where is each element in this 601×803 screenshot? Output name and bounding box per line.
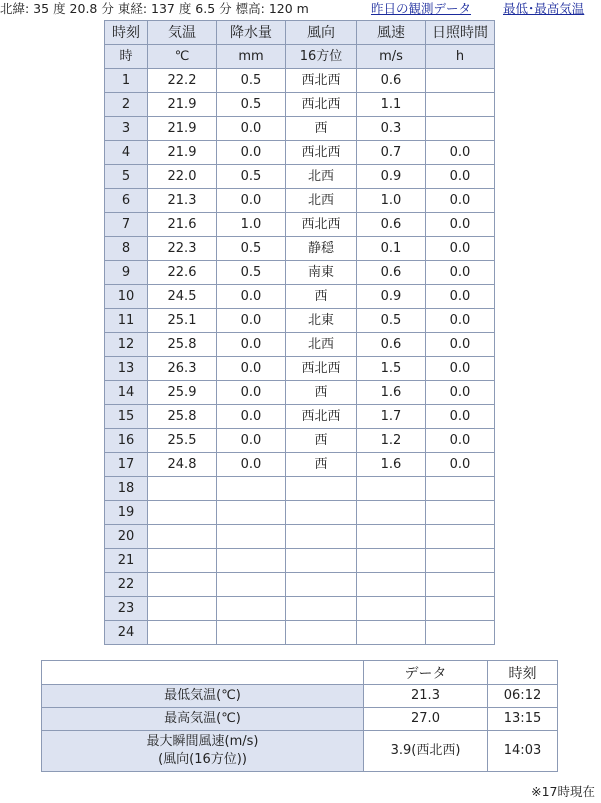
cell-hour: 9	[105, 261, 148, 285]
cell-precipitation	[217, 597, 286, 621]
cell-hour: 21	[105, 549, 148, 573]
cell-hour: 12	[105, 333, 148, 357]
cell-wind-speed: 1.1	[357, 93, 426, 117]
cell-hour: 19	[105, 501, 148, 525]
station-coordinates: 北緯: 35 度 20.8 分 東経: 137 度 6.5 分 標高: 120 m	[0, 1, 309, 16]
cell-wind-speed: 1.7	[357, 405, 426, 429]
cell-sunshine	[426, 621, 495, 645]
cell-precipitation	[217, 549, 286, 573]
summary-row-min-temp	[42, 685, 558, 708]
summary-header-time: 時刻	[488, 661, 558, 685]
summary-row-max-gust	[42, 731, 558, 772]
hourly-row	[105, 261, 495, 285]
hourly-row	[105, 405, 495, 429]
cell-hour: 22	[105, 573, 148, 597]
unit-sunshine: h	[426, 45, 495, 69]
cell-wind-speed: 0.3	[357, 117, 426, 141]
cell-wind-direction: 西北西	[286, 141, 357, 165]
cell-hour: 7	[105, 213, 148, 237]
cell-precipitation: 0.5	[217, 165, 286, 189]
cell-sunshine	[426, 93, 495, 117]
cell-wind-speed: 0.1	[357, 237, 426, 261]
hourly-row	[105, 333, 495, 357]
hourly-row	[105, 69, 495, 93]
cell-wind-speed: 0.5	[357, 309, 426, 333]
cell-wind-speed: 1.6	[357, 381, 426, 405]
cell-wind-direction	[286, 501, 357, 525]
summary-header-data: データ	[364, 661, 488, 685]
cell-wind-speed: 0.6	[357, 213, 426, 237]
cell-wind-direction: 西北西	[286, 357, 357, 381]
cell-precipitation: 0.0	[217, 381, 286, 405]
cell-sunshine	[426, 501, 495, 525]
header-temperature: 気温	[148, 21, 217, 45]
cell-temperature: 24.5	[148, 285, 217, 309]
cell-wind-speed	[357, 477, 426, 501]
cell-hour: 24	[105, 621, 148, 645]
yesterday-data-link[interactable]: 昨日の観測データ	[371, 1, 472, 16]
cell-sunshine: 0.0	[426, 213, 495, 237]
cell-sunshine	[426, 525, 495, 549]
cell-temperature	[148, 621, 217, 645]
cell-wind-direction	[286, 621, 357, 645]
min-max-temperature-link[interactable]: 最低･最高気温	[503, 1, 585, 16]
cell-precipitation	[217, 573, 286, 597]
cell-precipitation: 0.5	[217, 93, 286, 117]
cell-temperature: 21.6	[148, 213, 217, 237]
cell-wind-speed: 0.9	[357, 165, 426, 189]
cell-precipitation: 0.0	[217, 453, 286, 477]
cell-hour: 1	[105, 69, 148, 93]
cell-sunshine	[426, 477, 495, 501]
cell-wind-direction: 西	[286, 117, 357, 141]
hourly-row	[105, 141, 495, 165]
cell-wind-speed	[357, 597, 426, 621]
cell-hour: 14	[105, 381, 148, 405]
unit-row	[105, 45, 495, 69]
cell-hour: 5	[105, 165, 148, 189]
cell-wind-speed: 0.6	[357, 261, 426, 285]
cell-temperature: 24.8	[148, 453, 217, 477]
summary-label-line1: 最大瞬間風速(m/s)	[146, 734, 259, 749]
cell-precipitation: 0.0	[217, 309, 286, 333]
cell-sunshine: 0.0	[426, 261, 495, 285]
cell-sunshine	[426, 117, 495, 141]
cell-sunshine: 0.0	[426, 285, 495, 309]
cell-temperature	[148, 501, 217, 525]
cell-precipitation: 0.0	[217, 189, 286, 213]
cell-temperature: 21.9	[148, 141, 217, 165]
unit-wind-direction: 16方位	[286, 45, 357, 69]
hourly-row	[105, 573, 495, 597]
cell-wind-direction: 西	[286, 381, 357, 405]
hourly-row	[105, 165, 495, 189]
daily-summary-table	[41, 660, 558, 772]
cell-sunshine: 0.0	[426, 189, 495, 213]
cell-temperature	[148, 477, 217, 501]
cell-wind-direction: 西北西	[286, 69, 357, 93]
cell-precipitation: 1.0	[217, 213, 286, 237]
cell-wind-direction: 北東	[286, 309, 357, 333]
cell-precipitation: 0.5	[217, 69, 286, 93]
cell-hour: 15	[105, 405, 148, 429]
cell-wind-direction: 南東	[286, 261, 357, 285]
cell-sunshine: 0.0	[426, 333, 495, 357]
cell-temperature: 21.3	[148, 189, 217, 213]
cell-hour: 4	[105, 141, 148, 165]
summary-value: 3.9(西北西)	[364, 731, 488, 772]
cell-wind-direction: 静穏	[286, 237, 357, 261]
cell-temperature	[148, 573, 217, 597]
hourly-row	[105, 237, 495, 261]
station-info-bar	[0, 0, 601, 18]
cell-temperature: 26.3	[148, 357, 217, 381]
cell-sunshine: 0.0	[426, 309, 495, 333]
cell-wind-direction: 西北西	[286, 93, 357, 117]
summary-label-line2: (風向(16方位))	[158, 752, 247, 767]
cell-temperature: 22.3	[148, 237, 217, 261]
cell-precipitation: 0.5	[217, 261, 286, 285]
cell-hour: 20	[105, 525, 148, 549]
cell-hour: 3	[105, 117, 148, 141]
cell-precipitation	[217, 477, 286, 501]
cell-wind-direction: 北西	[286, 333, 357, 357]
summary-time: 06:12	[488, 685, 558, 708]
column-header-row	[105, 21, 495, 45]
cell-temperature: 22.6	[148, 261, 217, 285]
hourly-row	[105, 357, 495, 381]
hourly-row	[105, 477, 495, 501]
cell-temperature	[148, 549, 217, 573]
hourly-row	[105, 381, 495, 405]
cell-hour: 16	[105, 429, 148, 453]
cell-temperature: 21.9	[148, 93, 217, 117]
hourly-row	[105, 117, 495, 141]
hourly-row	[105, 621, 495, 645]
summary-label	[42, 731, 364, 772]
cell-wind-speed: 1.6	[357, 453, 426, 477]
cell-wind-direction	[286, 477, 357, 501]
cell-wind-direction: 西	[286, 285, 357, 309]
cell-temperature: 22.2	[148, 69, 217, 93]
cell-temperature: 25.8	[148, 405, 217, 429]
cell-wind-direction: 西北西	[286, 405, 357, 429]
cell-wind-speed	[357, 621, 426, 645]
summary-value: 21.3	[364, 685, 488, 708]
hourly-row	[105, 213, 495, 237]
cell-hour: 23	[105, 597, 148, 621]
cell-wind-direction	[286, 597, 357, 621]
cell-wind-speed	[357, 573, 426, 597]
cell-precipitation: 0.0	[217, 285, 286, 309]
header-precipitation: 降水量	[217, 21, 286, 45]
cell-hour: 10	[105, 285, 148, 309]
cell-hour: 2	[105, 93, 148, 117]
cell-wind-speed: 0.6	[357, 69, 426, 93]
cell-wind-speed: 1.2	[357, 429, 426, 453]
header-sunshine: 日照時間	[426, 21, 495, 45]
summary-time: 13:15	[488, 708, 558, 731]
cell-precipitation: 0.5	[217, 237, 286, 261]
cell-wind-speed: 1.5	[357, 357, 426, 381]
cell-hour: 8	[105, 237, 148, 261]
cell-wind-speed	[357, 501, 426, 525]
hourly-row	[105, 93, 495, 117]
hourly-row	[105, 549, 495, 573]
header-wind-direction: 風向	[286, 21, 357, 45]
cell-precipitation: 0.0	[217, 357, 286, 381]
hourly-row	[105, 189, 495, 213]
as-of-note: ※17時現在	[531, 784, 595, 799]
cell-temperature: 21.9	[148, 117, 217, 141]
cell-precipitation: 0.0	[217, 141, 286, 165]
cell-sunshine: 0.0	[426, 237, 495, 261]
summary-time: 14:03	[488, 731, 558, 772]
cell-sunshine	[426, 573, 495, 597]
cell-hour: 18	[105, 477, 148, 501]
cell-sunshine	[426, 69, 495, 93]
hourly-row	[105, 429, 495, 453]
cell-temperature: 25.8	[148, 333, 217, 357]
cell-wind-direction: 北西	[286, 189, 357, 213]
cell-sunshine: 0.0	[426, 357, 495, 381]
hourly-row	[105, 501, 495, 525]
cell-temperature: 25.9	[148, 381, 217, 405]
cell-sunshine: 0.0	[426, 381, 495, 405]
cell-sunshine: 0.0	[426, 141, 495, 165]
cell-wind-direction	[286, 525, 357, 549]
unit-precipitation: mm	[217, 45, 286, 69]
hourly-row	[105, 525, 495, 549]
cell-temperature: 22.0	[148, 165, 217, 189]
cell-sunshine	[426, 597, 495, 621]
cell-temperature	[148, 525, 217, 549]
unit-wind-speed: m/s	[357, 45, 426, 69]
hourly-row	[105, 309, 495, 333]
cell-wind-speed: 1.0	[357, 189, 426, 213]
cell-hour: 6	[105, 189, 148, 213]
cell-wind-speed: 0.9	[357, 285, 426, 309]
cell-precipitation: 0.0	[217, 117, 286, 141]
cell-sunshine	[426, 549, 495, 573]
cell-wind-direction	[286, 573, 357, 597]
cell-wind-direction: 北西	[286, 165, 357, 189]
summary-label: 最高気温(℃)	[42, 708, 364, 731]
cell-precipitation	[217, 621, 286, 645]
summary-header-blank	[42, 661, 364, 685]
hourly-row	[105, 453, 495, 477]
cell-precipitation	[217, 525, 286, 549]
cell-wind-direction	[286, 549, 357, 573]
unit-temperature: ℃	[148, 45, 217, 69]
cell-wind-speed: 0.7	[357, 141, 426, 165]
summary-label: 最低気温(℃)	[42, 685, 364, 708]
cell-precipitation: 0.0	[217, 429, 286, 453]
cell-wind-speed	[357, 549, 426, 573]
cell-hour: 13	[105, 357, 148, 381]
cell-sunshine: 0.0	[426, 429, 495, 453]
cell-sunshine: 0.0	[426, 453, 495, 477]
unit-time: 時	[105, 45, 148, 69]
cell-temperature	[148, 597, 217, 621]
cell-sunshine: 0.0	[426, 165, 495, 189]
cell-precipitation: 0.0	[217, 405, 286, 429]
hourly-row	[105, 597, 495, 621]
hourly-row	[105, 285, 495, 309]
cell-wind-speed	[357, 525, 426, 549]
cell-wind-direction: 西北西	[286, 213, 357, 237]
cell-precipitation	[217, 501, 286, 525]
cell-sunshine: 0.0	[426, 405, 495, 429]
cell-temperature: 25.1	[148, 309, 217, 333]
cell-hour: 11	[105, 309, 148, 333]
summary-row-max-temp	[42, 708, 558, 731]
cell-wind-direction: 西	[286, 429, 357, 453]
header-time: 時刻	[105, 21, 148, 45]
hourly-observation-table	[104, 20, 495, 645]
summary-value: 27.0	[364, 708, 488, 731]
cell-hour: 17	[105, 453, 148, 477]
cell-wind-speed: 0.6	[357, 333, 426, 357]
cell-temperature: 25.5	[148, 429, 217, 453]
summary-header-row	[42, 661, 558, 685]
cell-precipitation: 0.0	[217, 333, 286, 357]
header-wind-speed: 風速	[357, 21, 426, 45]
cell-wind-direction: 西	[286, 453, 357, 477]
